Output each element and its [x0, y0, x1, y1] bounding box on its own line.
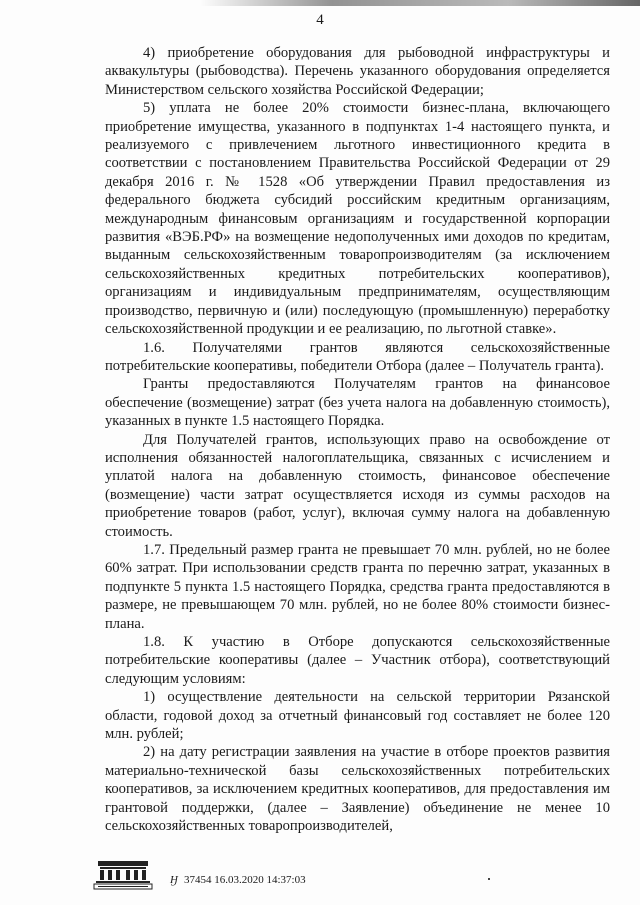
- paragraph-1-7: 1.7. Предельный размер гранта не превышает 70 млн. рублей, но не более 60% затрат. При использовании средств гранта по перечню затрат, указанных в подпункте 5 пункта 1.5 настоящего Порядка, средства гранта предоставляются в размере, не превышающем 70 млн. рублей, но не более 80% стоимости бизнес-плана.: [105, 541, 610, 632]
- paragraph-condition-2: 2) на дату регистрации заявления на участие в отборе проектов развития материально-технической базы сельскохозяйственных потребительских кооперативов, за исключением кредитных кооперативов, для предоставления им грантовой поддержки, (далее – Заявление) объединение не менее 10 сельскохозяйственных товаропроизводителей,: [105, 744, 610, 835]
- scan-speck: [488, 878, 490, 880]
- scan-edge-artifact: [200, 0, 640, 6]
- government-building-logo: [92, 860, 154, 890]
- paragraph-item-5: 5) уплата не более 20% стоимости бизнес-плана, включающего приобретение имущества, указанного в подпунктах 1-4 настоящего пункта, и реализуемого с привлечением льготного инвестиционного кредита в соответствии с постановлением Правительства Российской Федерации от 29 декабря 2016 г. № 1528 «Об утверждении Правил предоставления из федерального бюджета субсидий российским кредитным организациям, международным финансовым организациям и государственной корпорации развития «ВЭБ.РФ» на возмещение недополученных ими доходов по кредитам, выданным сельскохозяйственным товаропроизводителям (за исключением сельскохозяйственных кредитных потребительских кооперативов), организациям и индивидуальным предпринимателям, осуществляющим производство, первичную и (или) последующую (промышленную) переработку сельскохозяйственной продукции и ее реализацию, по льготной ставке».: [105, 100, 610, 338]
- paragraph-1-8: 1.8. К участию в Отборе допускаются сельскохозяйственные потребительские кооперативы (далее – Участник отбора), соответствующий следующим условиям:: [105, 634, 610, 687]
- page-number: 4: [316, 12, 324, 28]
- registry-mark-icon: Ӈ: [170, 874, 178, 886]
- paragraph-condition-1: 1) осуществление деятельности на сельской территории Рязанской области, годовой доход за отчетный финансовый год составляет не более 120 млн. рублей;: [105, 689, 610, 743]
- document-body: [105, 44, 610, 835]
- paragraph-vat-exemption: Для Получателей грантов, использующих право на освобождение от исполнения обязанностей налогоплательщика, связанных с исчислением и уплатой налога на добавленную стоимость, финансовое обеспечение (возмещение) части затрат осуществляется исходя из суммы расходов на приобретение товаров (работ, услуг), включая сумму налога на добавленную стоимость.: [105, 431, 610, 540]
- paragraph-grants-purpose: Гранты предоставляются Получателям грантов на финансовое обеспечение (возмещение) затрат (без учета налога на добавленную стоимость), указанных в пункте 1.5 настоящего Порядка.: [105, 376, 610, 430]
- paragraph-item-4: 4) приобретение оборудования для рыбоводной инфраструктуры и аквакультуры (рыбоводства). Перечень указанного оборудования определяется Министерством сельского хозяйства Российской Федерации;: [105, 45, 610, 98]
- paragraph-1-6: 1.6. Получателями грантов являются сельскохозяйственные потребительские кооперативы, победители Отбора (далее – Получатель гранта).: [105, 339, 610, 374]
- document-registration-info: 37454 16.03.2020 14:37:03: [184, 874, 306, 886]
